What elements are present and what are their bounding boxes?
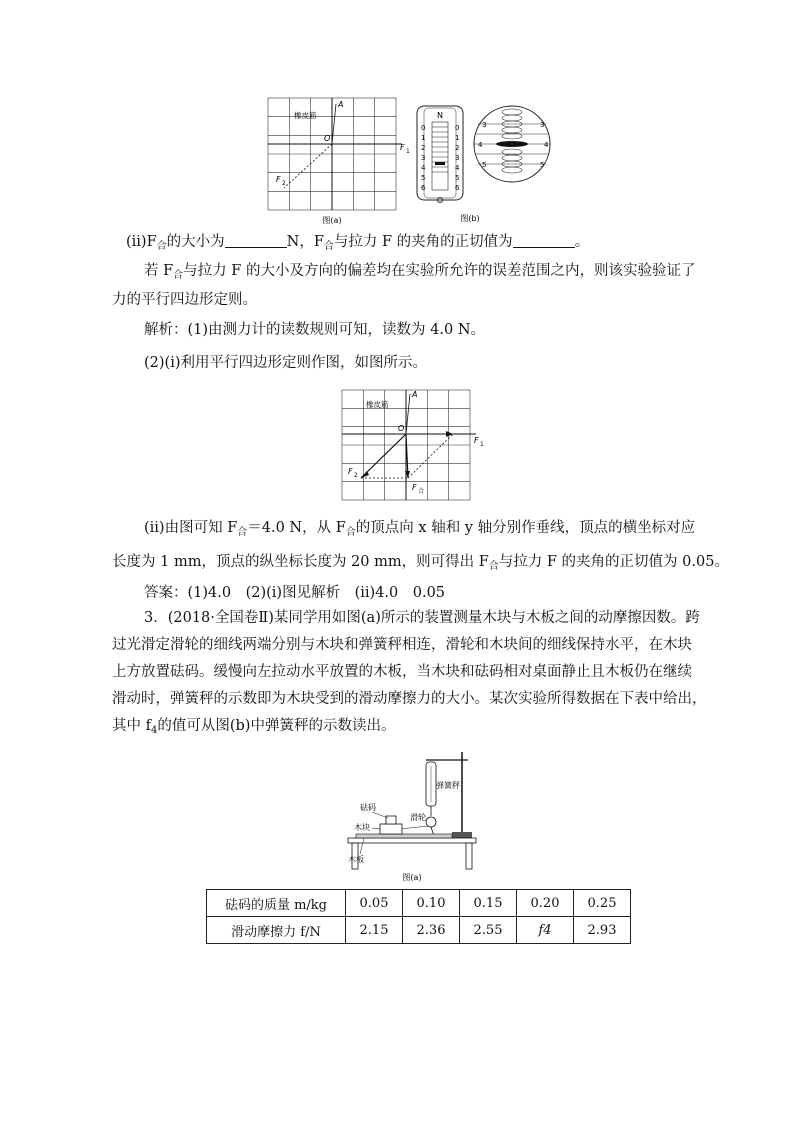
figure-a-grid-1	[262, 96, 422, 226]
solution-3-l1: (ⅱ)由图可知 $F_合=4.0$ N，从 $F_合$的顶点向 x 轴和 y 轴分别作垂线，顶点的横坐标对应	[144, 520, 696, 538]
svg-text:2: 2	[455, 144, 460, 152]
label-block: 木块	[354, 823, 370, 832]
svg-text:1: 1	[421, 134, 426, 142]
label-spring-scale: 弹簧秤	[436, 781, 460, 790]
svg-text:0: 0	[455, 124, 460, 132]
caption-fig-a: 图(a)	[322, 216, 342, 225]
label-rubber-band: 橡皮筋	[294, 111, 317, 120]
label-F2-sub: 2	[282, 180, 286, 187]
svg-text:3: 3	[421, 154, 426, 162]
solution-2: (2)(ⅰ)利用平行四边形定则作图，如图所示。	[144, 355, 427, 371]
svg-text:0: 0	[421, 124, 426, 132]
question-ii: $(ⅱ)F_合$的大小为 N，$F_合$与拉力 F 的夹角的正切值为 。	[126, 234, 590, 252]
svg-text:5: 5	[455, 174, 460, 182]
svg-text:3: 3	[540, 121, 545, 129]
svg-text:橡皮筋: 橡皮筋	[366, 400, 389, 409]
label-pulley: 滑轮	[410, 813, 426, 822]
figure-apparatus	[342, 746, 482, 882]
table-row: 砝码的质量 m/kg 0.05 0.10 0.15 0.20 0.25	[207, 890, 631, 917]
svg-text:5: 5	[482, 161, 487, 169]
svg-text:4: 4	[421, 164, 426, 172]
label-A: A	[338, 100, 344, 109]
svg-text:6: 6	[455, 184, 460, 192]
solution-3-l2: 长度为 1 mm，顶点的纵坐标长度为 20 mm，则可得出 $F_合$与拉力 F 的夹角的正切值为 0.05。	[112, 554, 729, 572]
label-weight: 砝码	[360, 803, 376, 812]
svg-text:O: O	[398, 424, 405, 433]
row-head-mass: 砝码的质量 m/kg	[207, 890, 346, 917]
svg-text:F: F	[474, 436, 479, 445]
svg-text:2: 2	[354, 472, 358, 479]
paragraph-conclusion-l2: 力的平行四边形定则。	[112, 292, 257, 308]
table-row: 滑动摩擦力 f/N 2.15 2.36 2.55 f4 2.93	[207, 917, 631, 944]
svg-text:6: 6	[421, 184, 426, 192]
label-board: 木板	[348, 855, 364, 864]
caption-apparatus: 图(a)	[402, 873, 422, 882]
question-3-l3: 上方放置砝码。缓慢向左拉动水平放置的木板，当木块和砝码相对桌面静止且木板仍在继续	[112, 664, 692, 680]
svg-text:5: 5	[421, 174, 426, 182]
question-3-l5: 其中 $f_4$的值可从图(b)中弹簧秤的示数读出。	[112, 718, 396, 736]
answer-line: 答案：(1)4.0 (2)(ⅰ)图见解析 (ⅱ)4.0 0.05	[144, 585, 446, 601]
svg-text:合: 合	[418, 488, 425, 495]
svg-text:2: 2	[421, 144, 426, 152]
svg-text:A: A	[412, 390, 418, 399]
question-3-l1: 3．(2018·全国卷Ⅱ)某同学用如图(a)所示的装置测量木块与木板之间的动摩擦因数。跨	[144, 610, 700, 626]
svg-text:1: 1	[480, 441, 484, 448]
svg-text:4: 4	[544, 141, 549, 149]
label-F1: F	[400, 143, 405, 152]
label-F1-sub: 1	[406, 148, 410, 155]
question-3-l2: 过光滑定滑轮的细线两端分别与木块和弹簧秤相连，滑轮和木块间的细线保持水平，在木块	[112, 637, 692, 653]
svg-text:3: 3	[455, 154, 460, 162]
label-O: O	[324, 134, 331, 143]
solution-1: 解析：(1)由测力计的读数规则可知，读数为 4.0 N。	[144, 322, 486, 338]
svg-text:4: 4	[455, 164, 460, 172]
label-F2: F	[276, 175, 281, 184]
paragraph-conclusion-l1: 若 $F_合$与拉力 F 的大小及方向的偏差均在实验所允许的误差范围之内，则该实验验证了	[144, 263, 696, 281]
row-head-friction: 滑动摩擦力 f/N	[207, 917, 346, 944]
svg-text:F: F	[348, 467, 353, 476]
svg-text:3: 3	[482, 121, 487, 129]
figure-a-grid-2	[336, 388, 496, 506]
question-3-l4: 滑动时，弹簧秤的示数即为木块受到的滑动摩擦力的大小。某次实验所得数据在下表中给出，	[112, 691, 707, 707]
svg-text:1: 1	[455, 134, 460, 142]
svg-text:5: 5	[540, 161, 545, 169]
caption-fig-b: 图(b)	[460, 214, 480, 223]
figure-b-spring-scale	[412, 100, 562, 228]
data-table	[206, 889, 631, 944]
svg-text:4: 4	[478, 141, 483, 149]
unit-N: N	[437, 111, 443, 120]
answer-blank-1[interactable]	[225, 233, 287, 248]
svg-text:F: F	[412, 483, 417, 492]
answer-blank-2[interactable]	[513, 233, 575, 248]
